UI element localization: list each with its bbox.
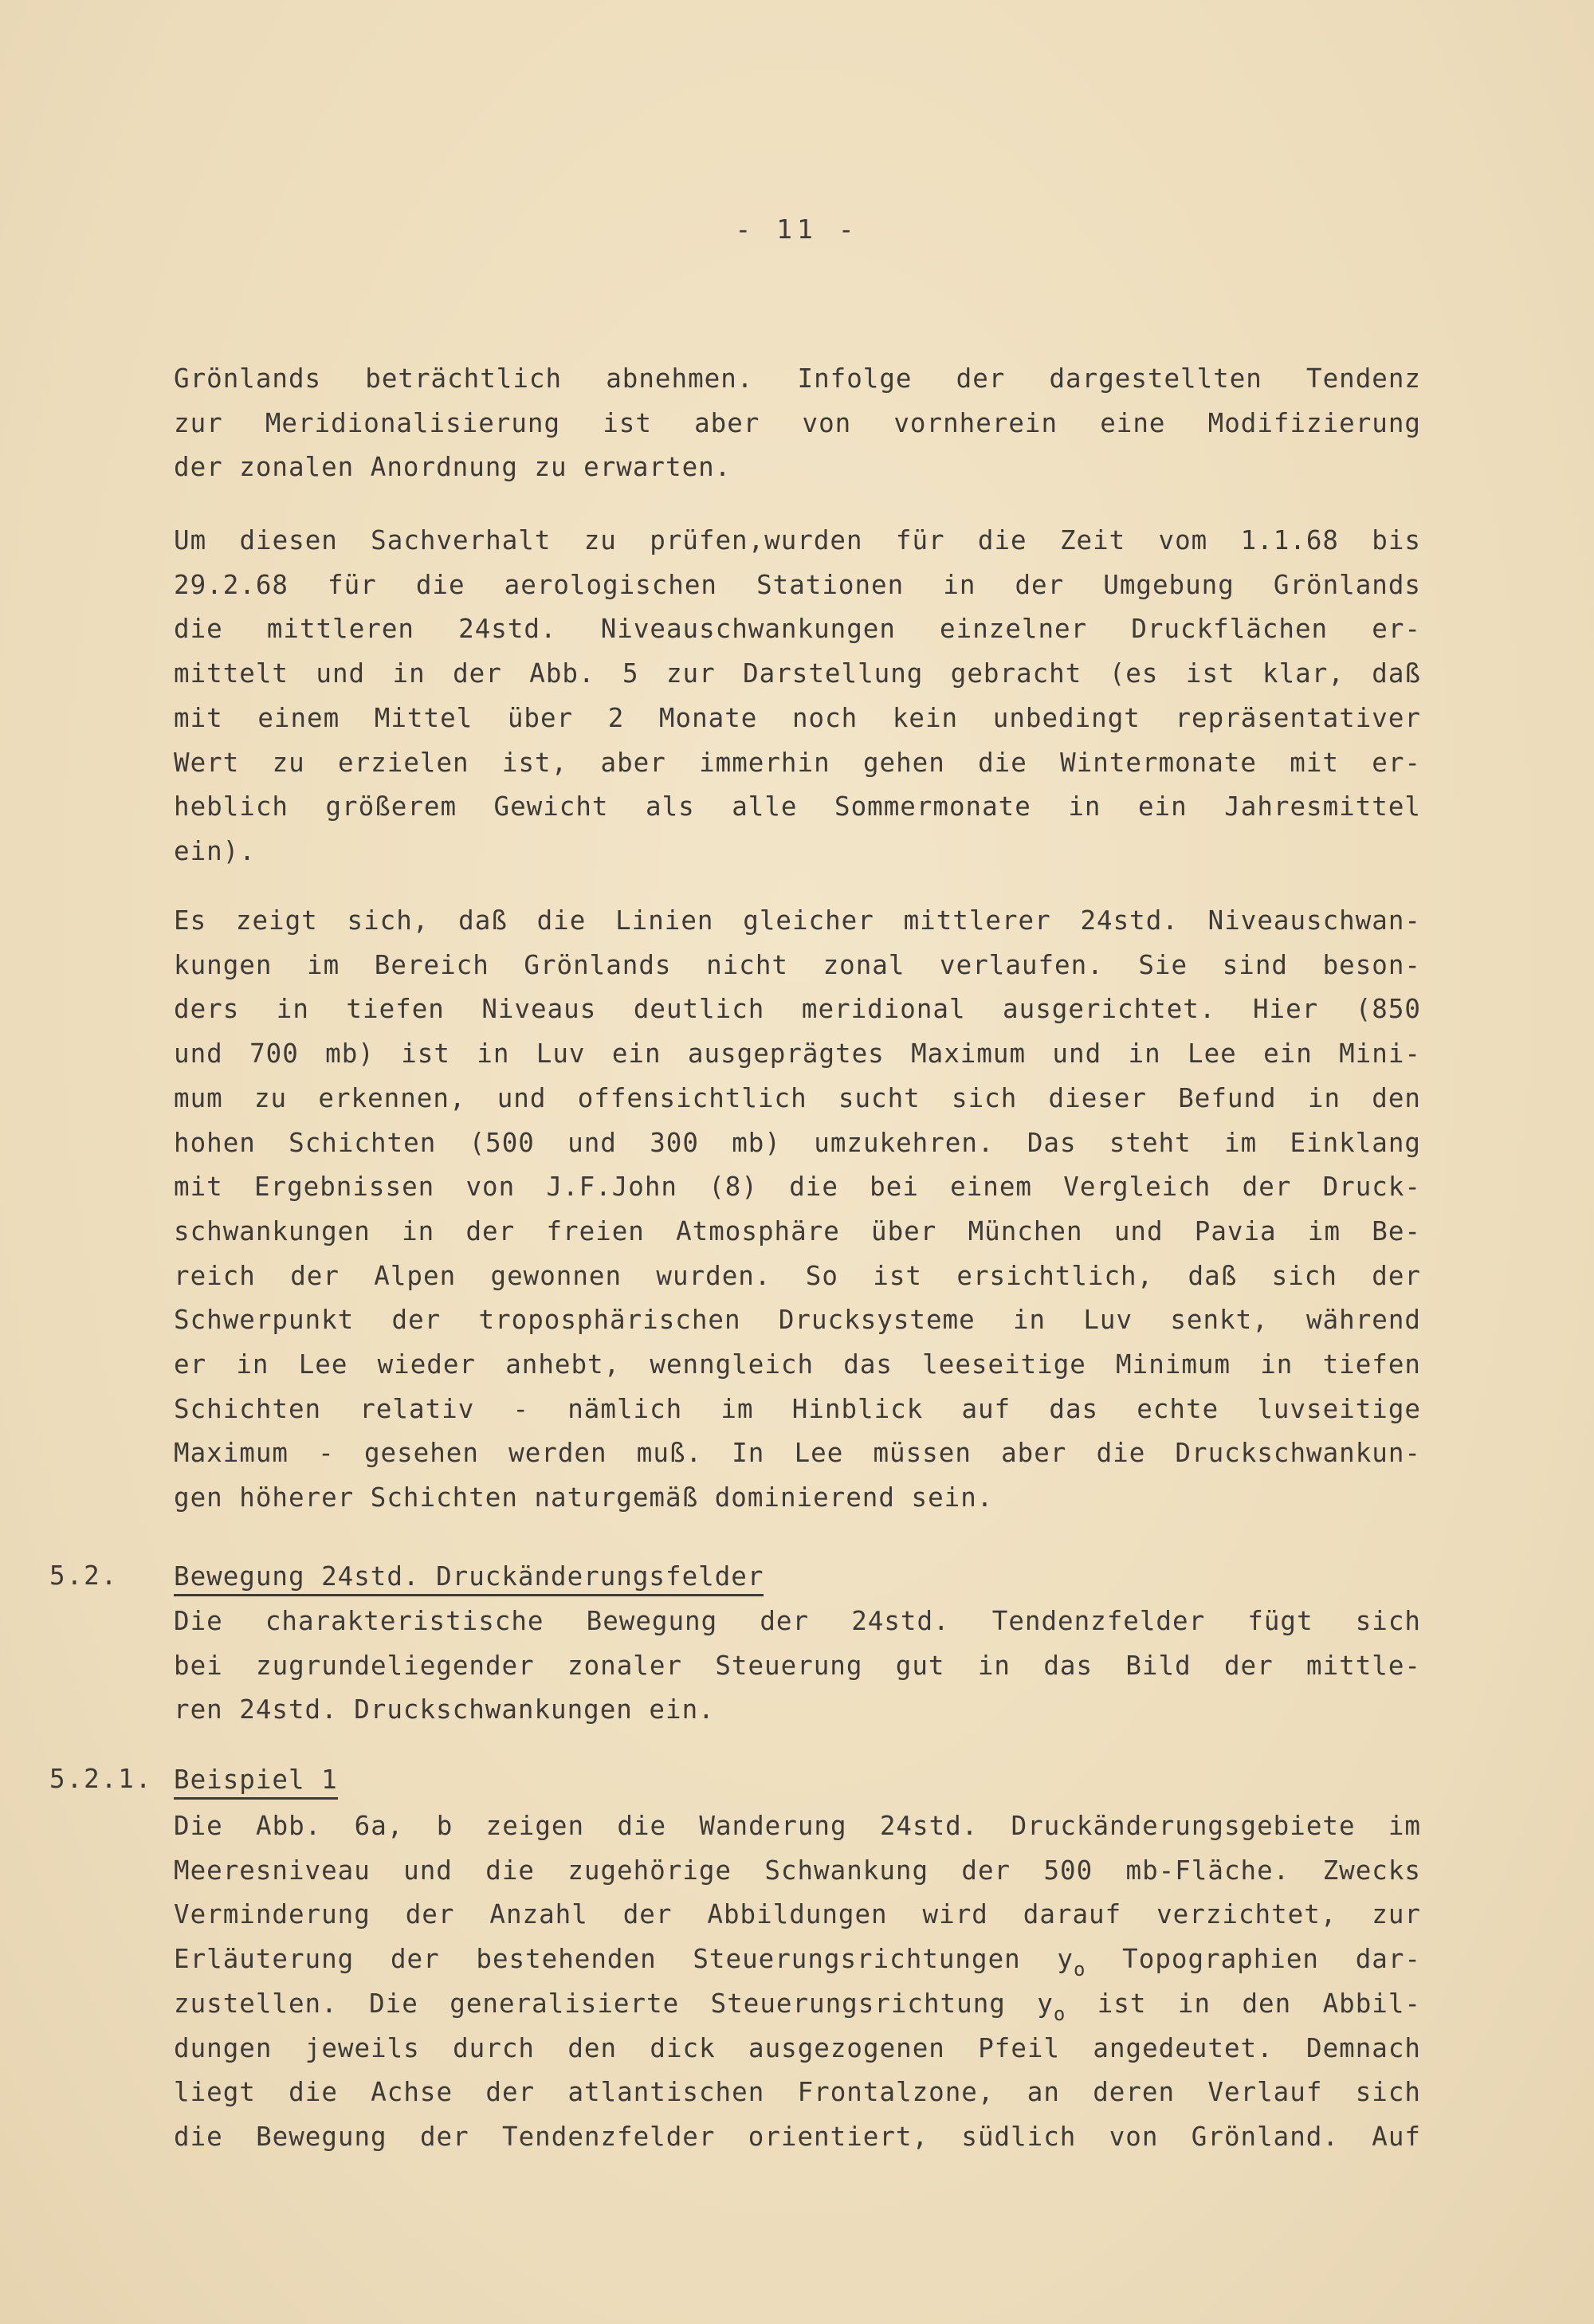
paragraph-3	[174, 899, 1421, 1521]
text-line: und 700 mb) ist in Luv ein ausgeprägtes Maximum und in Lee ein Mini-	[174, 1038, 1421, 1070]
subscript-o: o	[1074, 1958, 1086, 1981]
section-number-5-2: 5.2.	[49, 1560, 119, 1591]
text-line: gen höherer Schichten naturgemäß dominierend sein.	[174, 1482, 994, 1513]
text-fragment: zustellen. Die generalisierte Steuerungsrichtung y	[174, 1988, 1054, 2019]
text-line: mum zu erkennen, und offensichtlich sucht sich dieser Befund in den	[174, 1082, 1421, 1113]
text-line: Grönlands beträchtlich abnehmen. Infolge der dargestellten Tendenz	[174, 363, 1421, 394]
text-line: die mittleren 24std. Niveauschwankungen einzelner Druckflächen er-	[174, 614, 1421, 645]
text-line: 29.2.68 für die aerologischen Stationen in der Umgebung Grönlands	[174, 569, 1421, 600]
text-fragment: Erläuterung der bestehenden Steuerungsrichtungen y	[174, 1944, 1074, 1975]
text-line: mit einem Mittel über 2 Monate noch kein unbedingt repräsentativer	[174, 702, 1421, 733]
text-line-with-subscript	[174, 1937, 1421, 1982]
text-line: Es zeigt sich, daß die Linien gleicher mittlerer 24std. Niveauschwan-	[174, 905, 1421, 936]
page-number: - 11 -	[735, 214, 859, 245]
text-line: er in Lee wieder anhebt, wenngleich das leeseitige Minimum in tiefen	[174, 1349, 1421, 1380]
text-line: schwankungen in der freien Atmosphäre über München und Pavia im Be-	[174, 1215, 1421, 1246]
text-line: Verminderung der Anzahl der Abbildungen wird darauf verzichtet, zur	[174, 1899, 1421, 1930]
section-heading-5-2: Bewegung 24std. Druckänderungsfelder	[174, 1559, 764, 1596]
text-line: Die charakteristische Bewegung der 24std. Tendenzfelder fügt sich	[174, 1606, 1421, 1636]
text-line: liegt die Achse der atlantischen Frontalzone, an deren Verlauf sich	[174, 2077, 1421, 2108]
text-line: dungen jeweils durch den dick ausgezogenen Pfeil angedeutet. Demnach	[174, 2032, 1421, 2063]
text-line: Die Abb. 6a, b zeigen die Wanderung 24std. Druckänderungsgebiete im	[174, 1811, 1421, 1841]
text-line: Wert zu erzielen ist, aber immerhin gehen die Wintermonate mit er-	[174, 747, 1421, 778]
text-line: ren 24std. Druckschwankungen ein.	[174, 1694, 715, 1725]
text-line: Maximum - gesehen werden muß. In Lee müssen aber die Druckschwankun-	[174, 1438, 1421, 1469]
text-line: Meeresniveau und die zugehörige Schwankung der 500 mb-Fläche. Zwecks	[174, 1855, 1421, 1886]
text-line: Schichten relativ - nämlich im Hinblick auf das echte luvseitige	[174, 1393, 1421, 1424]
paragraph-1	[174, 357, 1421, 490]
text-line: bei zugrundeliegender zonaler Steuerung gut in das Bild der mittle-	[174, 1650, 1421, 1681]
section-5-2-1-body	[174, 1804, 1421, 2160]
section-number-5-2-1: 5.2.1.	[49, 1764, 153, 1794]
text-line-with-subscript	[174, 1982, 1421, 2027]
text-line: mit Ergebnissen von J.F.John (8) die bei einem Vergleich der Druck-	[174, 1172, 1421, 1203]
text-line: zur Meridionalisierung ist aber von vornherein eine Modifizierung	[174, 407, 1421, 438]
section-heading-5-2-1: Beispiel 1	[174, 1762, 338, 1800]
text-line: reich der Alpen gewonnen wurden. So ist ersichtlich, daß sich der	[174, 1260, 1421, 1291]
text-fragment: Topographien dar-	[1086, 1944, 1421, 1975]
text-line: Um diesen Sachverhalt zu prüfen,wurden für die Zeit vom 1.1.68 bis	[174, 525, 1421, 555]
text-fragment: ist in den Abbil-	[1066, 1988, 1421, 2019]
text-line: kungen im Bereich Grönlands nicht zonal verlaufen. Sie sind beson-	[174, 949, 1421, 980]
section-5-2-body	[174, 1600, 1421, 1733]
text-line: ein).	[174, 835, 256, 866]
text-line: die Bewegung der Tendenzfelder orientiert, südlich von Grönland. Auf	[174, 2121, 1421, 2152]
text-line: Schwerpunkt der troposphärischen Drucksysteme in Luv senkt, während	[174, 1305, 1421, 1336]
text-line: ders in tiefen Niveaus deutlich meridional ausgerichtet. Hier (850	[174, 994, 1421, 1025]
paragraph-2	[174, 519, 1421, 874]
text-line: heblich größerem Gewicht als alle Sommermonate in ein Jahresmittel	[174, 791, 1421, 822]
text-line: mittelt und in der Abb. 5 zur Darstellung gebracht (es ist klar, daß	[174, 658, 1421, 689]
text-line: der zonalen Anordnung zu erwarten.	[174, 452, 732, 483]
subscript-o: o	[1053, 2002, 1066, 2025]
text-line: hohen Schichten (500 und 300 mb) umzukehren. Das steht im Einklang	[174, 1127, 1421, 1158]
